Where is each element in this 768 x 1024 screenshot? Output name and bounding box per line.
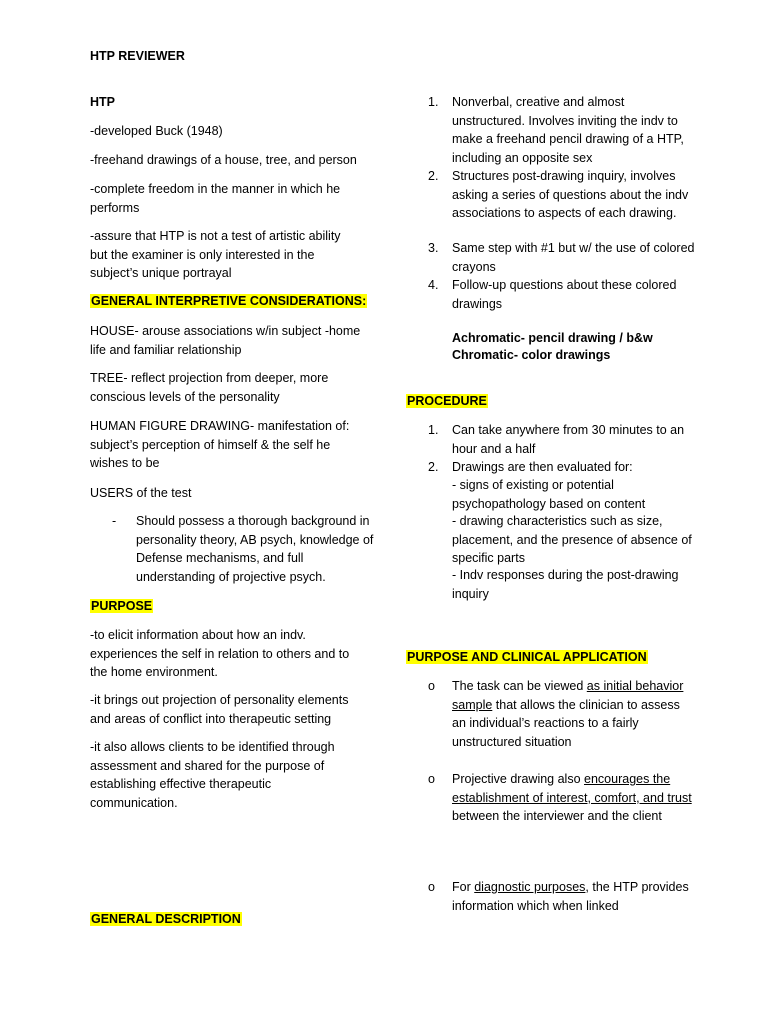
paragraph-assure: -assure that HTP is not a test of artistic ability but the examiner is only interested in the subject’s unique portrayal — [90, 229, 341, 280]
step-item-3 — [406, 239, 696, 276]
achromatic-definition: Achromatic- pencil drawing / b&w — [452, 331, 653, 345]
step-text: Same step with #1 but w/ the use of colored crayons — [452, 241, 695, 274]
procedure-subpoint-3: - Indv responses during the post-drawing inquiry — [452, 568, 679, 601]
bullet-marker: o — [428, 772, 435, 786]
step-item-4 — [406, 276, 696, 313]
procedure-item-1 — [406, 421, 696, 458]
paragraph-purpose-2: -it brings out projection of personality elements and areas of conflict into therapeutic setting — [90, 693, 349, 726]
bullet-marker: o — [428, 880, 435, 894]
paragraph-purpose-1: -to elicit information about how an indv. experiences the self in relation to others and to the home environment. — [90, 628, 350, 679]
step-number: 1. — [428, 95, 439, 109]
paragraph-freedom: -complete freedom in the manner in which he performs — [90, 182, 341, 215]
underlined-phrase: as initial behavior sample — [452, 679, 684, 712]
step-number: 2. — [428, 460, 439, 474]
bullet-marker: o — [428, 679, 435, 693]
htp-heading: HTP — [90, 95, 115, 109]
dash-marker: - — [112, 514, 117, 528]
highlighted-heading: PROCEDURE — [407, 394, 487, 408]
highlighted-heading: PURPOSE AND CLINICAL APPLICATION — [407, 650, 647, 664]
step-text: Follow-up questions about these colored drawings — [452, 278, 677, 311]
paragraph-house: HOUSE- arouse associations w/in subject -home life and familiar relationship — [90, 324, 361, 357]
step-item-1 — [406, 93, 696, 167]
procedure-item-2 — [406, 458, 696, 477]
step-text: Structures post-drawing inquiry, involves asking a series of questions about the indv associations to aspects of each drawing. — [452, 169, 689, 220]
paragraph-users: USERS of the test — [90, 486, 192, 500]
procedure-text: Drawings are then evaluated for: — [452, 460, 633, 474]
section-heading-procedure — [406, 392, 696, 411]
highlighted-heading: GENERAL INTERPRETIVE CONSIDERATIONS: — [91, 294, 367, 308]
underlined-phrase: diagnostic purposes — [474, 880, 586, 894]
procedure-text: Can take anywhere from 30 minutes to an hour and a half — [452, 423, 685, 456]
step-number: 3. — [428, 241, 439, 255]
underlined-phrase: encourages the establishment of interest, comfort, and trust — [452, 772, 692, 805]
section-heading-general-interpretive — [90, 292, 375, 311]
paragraph-purpose-3: -it also allows clients to be identified through assessment and shared for the purpose of establishing effective therapeutic communication. — [90, 740, 335, 810]
chromatic-definition: Chromatic- color drawings — [452, 348, 611, 362]
step-text: Nonverbal, creative and almost unstructured. Involves inviting the indv to make a freehand pencil drawing of a HTP, including an opposite sex — [452, 95, 684, 165]
step-number: 2. — [428, 169, 439, 183]
paragraph-freehand: -freehand drawings of a house, tree, and person — [90, 153, 357, 167]
section-heading-clinical — [406, 648, 696, 667]
clinical-bullet-3 — [406, 878, 696, 915]
bullet-text: Projective drawing also encourages the establishment of interest, comfort, and trust between the interviewer and the client — [452, 772, 692, 823]
step-number: 4. — [428, 278, 439, 292]
list-item-users — [90, 512, 375, 586]
highlighted-heading: PURPOSE — [91, 599, 153, 613]
procedure-subpoint-2: - drawing characteristics such as size, placement, and the presence of absence of specific parts — [452, 514, 692, 565]
step-item-2 — [406, 167, 696, 223]
bullet-text: For diagnostic purposes, the HTP provides information which when linked — [452, 880, 689, 913]
procedure-subpoint-1: - signs of existing or potential psychopathology based on content — [452, 478, 646, 511]
paragraph-human-figure: HUMAN FIGURE DRAWING- manifestation of: subject’s perception of himself & the self he wishes to be — [90, 419, 350, 470]
highlighted-heading: GENERAL DESCRIPTION — [91, 912, 241, 926]
bullet-text: The task can be viewed as initial behavior sample that allows the clinician to assess an individual’s reactions to a fairly unstructured situation — [452, 679, 684, 749]
clinical-bullet-2 — [406, 770, 696, 826]
paragraph-developed: -developed Buck (1948) — [90, 124, 223, 138]
clinical-bullet-1 — [406, 677, 696, 751]
step-number: 1. — [428, 423, 439, 437]
section-heading-purpose — [90, 597, 375, 616]
section-heading-general-description — [90, 910, 375, 929]
list-item-text: Should possess a thorough background in personality theory, AB psych, knowledge of Defense mechanisms, and full understanding of projective psych. — [136, 514, 374, 584]
paragraph-tree: TREE- reflect projection from deeper, more conscious levels of the personality — [90, 371, 329, 404]
document-title: HTP REVIEWER — [90, 49, 185, 63]
